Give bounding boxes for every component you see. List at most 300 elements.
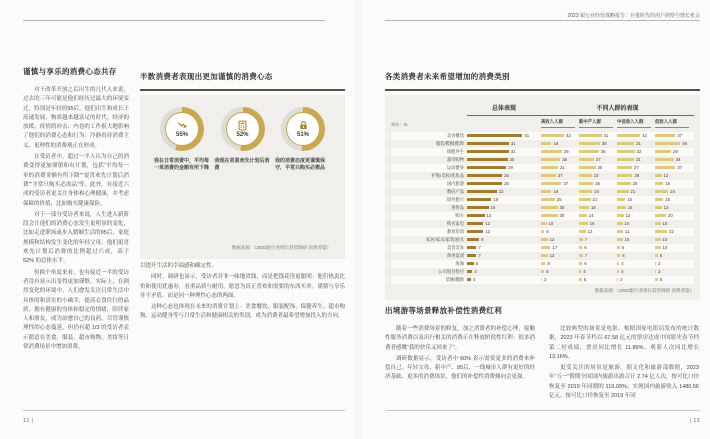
group-bar xyxy=(579,238,583,242)
groups-header: 不同人群的表现 xyxy=(541,103,694,116)
group-subheaders xyxy=(541,119,693,128)
overall-bar xyxy=(467,174,502,178)
donut-percentage: 55% xyxy=(175,131,188,138)
group-bar xyxy=(655,238,661,242)
group-bar-cell xyxy=(617,277,655,282)
overall-bar xyxy=(467,198,491,202)
donut-center xyxy=(165,112,199,146)
paragraph: 调研数据显示，受访者中 60% 表示需要更多的消费来补偿自己。年轻父母、新中产、95后、一线城市人群有更好的经济基础、更多的消费场景，他们的补偿性消费倾向会更强。 xyxy=(385,355,535,381)
group-value: 4 xyxy=(621,269,624,274)
group-value: 46 xyxy=(682,141,688,146)
overall-bar-cell xyxy=(467,149,541,154)
group-bar-cell xyxy=(579,165,617,170)
group-value: 2 xyxy=(620,277,623,282)
chart-row xyxy=(391,132,694,140)
left-footer-rule xyxy=(23,410,345,411)
overall-bar xyxy=(467,206,489,210)
chart-row xyxy=(391,212,694,220)
donut-caption: 我的消费态度更谨慎保守，平常只购买必需品 xyxy=(275,157,326,172)
group-bar xyxy=(655,142,680,146)
group-bar-cell xyxy=(655,245,693,250)
overall-bar xyxy=(467,158,508,162)
group-value: 12 xyxy=(663,173,669,178)
group-bar xyxy=(579,182,593,186)
chart-row xyxy=(391,188,694,196)
group-value: 12 xyxy=(625,213,631,218)
group-value: 10 xyxy=(624,221,630,226)
group-bar-cell xyxy=(579,221,617,226)
group-value: 8 xyxy=(547,261,550,266)
left-header-rule xyxy=(23,20,325,21)
group-bar xyxy=(655,246,661,250)
group-subheader: 新中产人群 xyxy=(579,119,617,128)
overall-bar-cell xyxy=(467,181,541,186)
chart-row xyxy=(391,228,694,236)
group-bar xyxy=(579,190,592,194)
group-bar-cell xyxy=(579,141,617,146)
group-bar-cell xyxy=(579,237,617,242)
group-bar xyxy=(655,158,674,162)
bottom-col-1 xyxy=(385,325,535,403)
donut-ring xyxy=(221,107,265,151)
group-bar xyxy=(617,134,640,138)
group-bar xyxy=(541,270,544,274)
group-value: 2 xyxy=(658,261,661,266)
overall-value: 26 xyxy=(504,173,509,178)
category-label: 公司项目垫付 xyxy=(438,268,464,274)
paragraph: 但换个角度来看，也有接近一半的受访者没有显示出变得更加谨慎。实际上，在剧烈变化的环境中，人们愈发关注日常生活中具体的和真实的小确幸，提高衣食住行的品质，拥有健康的身体和稳定的情绪，陪伴家人和朋友，成为治愈自己的良药。尽管谨慎理性的心态蔓延，但仍有超 1/3 的受访者表示愿意在美食、服装、超市购物、美妆等日常消费场景中增加消费， xyxy=(23,269,129,351)
group-value: 6 xyxy=(584,245,587,250)
group-bar-cell xyxy=(655,221,693,226)
outbound-travel-section xyxy=(385,300,700,403)
group-value: 19 xyxy=(553,141,559,146)
group-bar xyxy=(617,222,623,226)
group-value: 35 xyxy=(562,157,568,162)
donut-percentage: 51% xyxy=(296,131,309,138)
group-value: 10 xyxy=(662,237,668,242)
chart-row xyxy=(391,140,694,148)
group-value: 41 xyxy=(603,133,609,138)
group-value: 14 xyxy=(588,213,594,218)
group-bar xyxy=(617,182,631,186)
group-bar-cell xyxy=(617,133,655,138)
group-bar xyxy=(541,190,551,194)
group-bar xyxy=(541,198,555,202)
overall-bar-cell xyxy=(467,229,541,234)
group-value: 30 xyxy=(559,213,565,218)
group-value: 30 xyxy=(597,165,603,170)
category-label: 海淘 xyxy=(455,260,464,266)
group-bar-cell xyxy=(541,197,579,202)
trend-down-icon xyxy=(177,120,188,131)
overall-value: 26 xyxy=(504,181,509,186)
group-bar-cell xyxy=(541,221,579,226)
group-bar xyxy=(655,270,656,274)
right-footer-rule xyxy=(385,410,700,411)
group-bar-cell xyxy=(617,197,655,202)
group-bar-cell xyxy=(655,205,693,210)
group-bar xyxy=(617,270,619,274)
group-bar-cell xyxy=(579,133,617,138)
group-value: 18 xyxy=(590,205,596,210)
group-value: 4 xyxy=(621,261,624,266)
group-value: 24 xyxy=(594,189,599,194)
group-bar-cell xyxy=(617,269,655,274)
group-value: 6 xyxy=(546,269,549,274)
group-bar-cell xyxy=(655,229,693,234)
group-bar-cell xyxy=(541,269,579,274)
group-bar xyxy=(541,150,562,154)
group-value: 4 xyxy=(583,269,586,274)
group-bar xyxy=(541,214,558,218)
group-bar-cell xyxy=(541,141,579,146)
overall-value: 7 xyxy=(478,245,481,250)
overall-bar-cell xyxy=(467,245,541,250)
chart-row xyxy=(391,236,694,244)
group-value: 10 xyxy=(662,245,668,250)
group-bar xyxy=(579,134,602,138)
data-source-note: 数据来源：《2023银行业增长趋势调研·消费者篇》 xyxy=(594,287,694,293)
group-bar xyxy=(617,206,626,210)
group-bar-cell xyxy=(541,245,579,250)
group-bar-cell xyxy=(655,133,693,138)
group-bar xyxy=(617,158,634,162)
bar-chart-panel xyxy=(385,95,700,300)
group-value: 37 xyxy=(563,181,569,186)
header-spacer xyxy=(391,103,467,116)
group-value: 31 xyxy=(636,141,641,146)
bar-rows xyxy=(391,132,694,284)
group-bar-cell xyxy=(579,181,617,186)
group-bar-cell xyxy=(655,165,693,170)
group-value: 15 xyxy=(627,197,633,202)
overall-bar xyxy=(467,230,483,234)
group-value: 37 xyxy=(677,133,683,138)
group-bar-cell xyxy=(655,189,693,194)
group-bar xyxy=(541,262,545,266)
group-value: 20 xyxy=(668,213,673,218)
overall-bar xyxy=(467,150,509,154)
category-label: 购车 xyxy=(455,212,464,218)
overall-bar xyxy=(467,270,472,274)
donut-stat xyxy=(154,107,210,173)
paragraph: 这种心态也体现在未来的消费计划上：美食餐饮、服装配饰、保健养生、超市购物、运动健身等与日常生活和健康相关的类别，成为消费者最希望增加投入的方向。 xyxy=(140,304,345,320)
group-bar-cell xyxy=(541,213,579,218)
group-bar xyxy=(541,278,542,282)
group-bar-cell xyxy=(541,165,579,170)
group-value: 12 xyxy=(549,237,555,242)
group-bar xyxy=(655,214,666,218)
group-bar xyxy=(655,198,663,202)
donut-stat xyxy=(275,107,331,173)
group-bar xyxy=(541,254,548,258)
donut-caption: 我在日常消费中，平均每一单消费的金额有所下降 xyxy=(154,157,210,172)
group-value: 15 xyxy=(665,181,671,186)
overall-value: 9 xyxy=(481,237,484,242)
group-bar xyxy=(655,150,671,154)
overall-bar xyxy=(467,254,476,258)
title-rule xyxy=(385,89,700,91)
overall-bar xyxy=(467,246,476,250)
overall-value: 12 xyxy=(485,221,490,226)
category-label: 保健养生 xyxy=(446,148,464,154)
group-bar xyxy=(655,174,662,178)
group-bar xyxy=(541,142,551,146)
overall-bar-cell xyxy=(467,133,541,138)
group-value: 25 xyxy=(556,197,562,202)
chart-row xyxy=(391,148,694,156)
left-text-column-2 xyxy=(140,262,345,324)
category-label: 装修/翻新 xyxy=(445,276,464,282)
overall-underline xyxy=(467,115,541,116)
group-bar xyxy=(579,158,594,162)
donut-stat xyxy=(215,107,271,173)
group-value: 10 xyxy=(548,221,554,226)
overall-value: 3 xyxy=(473,277,476,282)
category-label: 教育培训 xyxy=(446,228,464,234)
left-text-column xyxy=(23,66,129,354)
overall-bar xyxy=(467,222,483,226)
group-bar xyxy=(617,230,623,234)
category-label: 服装/鞋帽/配饰 xyxy=(435,140,464,146)
chart-row xyxy=(391,252,694,260)
group-bar-cell xyxy=(541,253,579,258)
group-bar-cell xyxy=(655,213,693,218)
category-label: 超市购物 xyxy=(446,156,464,162)
overall-bar-cell xyxy=(467,277,541,282)
group-bar-cell xyxy=(541,237,579,242)
group-value: 10 xyxy=(624,237,630,242)
group-bar xyxy=(541,206,558,210)
group-bar-cell xyxy=(541,261,579,266)
group-value: 2 xyxy=(544,277,547,282)
group-value: 27 xyxy=(557,173,563,178)
group-bar xyxy=(541,174,556,178)
group-value: 16 xyxy=(589,221,595,226)
overall-value: 12 xyxy=(485,229,490,234)
group-bar-cell xyxy=(617,181,655,186)
overall-bar-cell xyxy=(467,253,541,258)
donut-figure xyxy=(140,66,345,259)
group-bar-cell xyxy=(655,197,693,202)
group-bar-cell xyxy=(579,229,617,234)
group-bar-cell xyxy=(579,205,617,210)
overall-bar xyxy=(467,190,497,194)
group-value: 24 xyxy=(670,189,675,194)
donut-caption: 我现在更喜欢先计划后消费 xyxy=(214,157,270,172)
group-bar-cell xyxy=(655,253,693,258)
overall-value: 7 xyxy=(478,253,481,258)
group-value: 16 xyxy=(627,205,633,210)
group-value: 5 xyxy=(659,277,663,282)
paragraph: 同时，调研也显示，受访者并非一味地省钱，而是把钱花得更聪明：他们热衷比价和使用优惠券，看重品质与耐用，愿意为真正喜欢和需要的东西买单。谨慎与享乐并不矛盾，而是同一种理性心态的两面。 xyxy=(140,274,345,299)
category-label: 护肤/美妆/化妆品 xyxy=(431,172,464,178)
group-bar-cell xyxy=(579,253,617,258)
donut-figure-title: 半数消费者表现出更加谨慎的消费心态 xyxy=(140,72,273,81)
group-value: 38 xyxy=(563,149,569,154)
calculator-icon xyxy=(237,120,248,131)
chart-row xyxy=(391,244,694,252)
group-bar xyxy=(655,182,663,186)
group-bar xyxy=(579,254,583,258)
chart-row xyxy=(391,204,694,212)
paragraph: 更受关注的场景是旅游。据文化和旅游部数据，2023 年“五一”假期全国国内旅游出游合计 2.74 亿人次，按可比口径恢复至 2019 年同期的 119.09%；实现国内旅游收入 1480.56 亿元，按可比口径恢复至 2019 年同 xyxy=(549,365,699,400)
title-rule xyxy=(140,89,345,91)
overall-value: 4 xyxy=(474,269,477,274)
group-bar-cell xyxy=(617,237,655,242)
group-bar-cell xyxy=(617,261,655,266)
group-bar-cell xyxy=(617,205,655,210)
group-bar xyxy=(541,166,558,170)
group-value: 29 xyxy=(672,149,678,154)
overall-bar-cell xyxy=(467,221,541,226)
group-bar-cell xyxy=(541,229,579,234)
group-bar xyxy=(579,230,586,234)
bar-chart-figure xyxy=(385,66,700,300)
group-bar xyxy=(541,246,550,250)
group-bar xyxy=(541,238,548,242)
group-value: 36 xyxy=(600,149,606,154)
group-bar-cell xyxy=(541,189,579,194)
category-label: 数码产品 xyxy=(446,188,464,194)
group-value: 19 xyxy=(553,189,559,194)
category-label: 运动健身 xyxy=(446,164,464,170)
bottom-col-2 xyxy=(549,325,699,403)
group-bar xyxy=(617,174,632,178)
group-value: 12 xyxy=(587,229,593,234)
group-bar xyxy=(617,254,620,258)
donut-center xyxy=(286,112,320,146)
bar-chart-title: 各类消费者未来希望增加的消费类别 xyxy=(385,72,510,81)
group-bar xyxy=(579,150,599,154)
group-bar xyxy=(655,134,675,138)
page-number-right: | 13 xyxy=(689,418,700,424)
group-value: 5 xyxy=(621,245,625,250)
group-value: 31 xyxy=(636,157,641,162)
group-value: 11 xyxy=(625,229,630,234)
group-bar-cell xyxy=(579,173,617,178)
group-bar-cell xyxy=(579,245,617,250)
group-value: 6 xyxy=(584,261,587,266)
overall-bar-cell xyxy=(467,197,541,202)
group-value: 27 xyxy=(595,157,601,162)
chart-row xyxy=(391,196,694,204)
group-value: 31 xyxy=(560,165,565,170)
group-bar-cell xyxy=(655,277,693,282)
overall-bar-cell xyxy=(467,141,541,146)
overall-value: 41 xyxy=(524,133,530,138)
chart-row xyxy=(391,260,694,268)
overall-bar xyxy=(467,214,485,218)
overall-bar xyxy=(467,182,502,186)
group-bar xyxy=(617,238,623,242)
group-bar xyxy=(617,262,619,266)
group-bar xyxy=(579,270,581,274)
group-bar xyxy=(579,278,582,282)
chart-row xyxy=(391,180,694,188)
group-bar-cell xyxy=(655,141,693,146)
overall-bar-cell xyxy=(467,157,541,162)
group-bar-cell xyxy=(579,157,617,162)
category-label: 购买家电 xyxy=(446,220,464,226)
donut-ring xyxy=(281,107,325,151)
group-value: 38 xyxy=(601,141,607,146)
overall-bar xyxy=(467,166,506,170)
donut-ring xyxy=(160,107,204,151)
chart-row xyxy=(391,268,694,276)
overall-bar-cell xyxy=(467,269,541,274)
paragraph: 在受访者中，超过一半人认为自己的消费变得更加谨慎和有计划，包括“平均每一单的消费金额有所下降”“更喜欢先计划后消费”“平常只购买必需品”等。此外，有接近六成的受访者更关注身体和心理健康，并考虑保障的价值，比如购买健康保险。 xyxy=(23,154,129,207)
chart-row xyxy=(391,220,694,228)
overall-bar-cell xyxy=(467,213,541,218)
group-bar-cell xyxy=(617,141,655,146)
category-label: 家居/家具/家装/厨具 xyxy=(426,236,464,242)
chart-row xyxy=(391,172,694,180)
category-label: 国内旅游 xyxy=(446,180,464,186)
overall-value: 13 xyxy=(486,213,492,218)
overall-value: 5 xyxy=(475,261,479,266)
group-bar-cell xyxy=(655,173,693,178)
group-value: 5 xyxy=(659,253,663,258)
group-value: 12 xyxy=(663,205,669,210)
group-bar xyxy=(655,222,661,226)
group-bar-cell xyxy=(541,149,579,154)
group-value: 17 xyxy=(552,245,558,250)
overall-header: 总体表现 xyxy=(467,103,541,116)
overall-bar-cell xyxy=(467,237,541,242)
donut-percentage: 52% xyxy=(236,131,249,138)
group-bar xyxy=(617,142,634,146)
group-bar xyxy=(541,230,544,234)
group-bar xyxy=(541,158,560,162)
overall-value: 31 xyxy=(510,149,516,154)
overall-bar-cell xyxy=(467,261,541,266)
group-bar-cell xyxy=(655,157,693,162)
group-bar-cell xyxy=(579,213,617,218)
group-bar xyxy=(579,166,596,170)
overall-bar-cell xyxy=(467,189,541,194)
group-bar-cell xyxy=(541,181,579,186)
groups-underline xyxy=(541,115,694,116)
page-gutter xyxy=(355,0,365,439)
overall-value: 29 xyxy=(508,165,513,170)
overall-bar-cell xyxy=(467,205,541,210)
group-bar xyxy=(655,254,658,258)
chart-header-row xyxy=(391,103,694,116)
donut-panel xyxy=(140,95,345,259)
group-value: 26 xyxy=(595,181,601,186)
group-bar xyxy=(617,214,624,218)
group-bar xyxy=(617,278,618,282)
group-bar xyxy=(579,206,589,210)
group-bar xyxy=(541,182,561,186)
overall-value: 30 xyxy=(509,157,515,162)
group-bar xyxy=(655,166,675,170)
group-bar-cell xyxy=(541,157,579,162)
overall-bar xyxy=(467,278,471,282)
chart-subheader-row xyxy=(391,119,694,128)
group-value: 21 xyxy=(630,189,636,194)
group-bar xyxy=(655,262,656,266)
overall-value: 22 xyxy=(498,189,504,194)
group-value: 28 xyxy=(634,173,640,178)
group-value: 5 xyxy=(583,277,587,282)
group-bar-cell xyxy=(579,277,617,282)
paragraph: 随着一些消费场景的修复，加之消费者的补偿心理，接触性服务消费以及出行相关的消费正在释放阶段性红利：很多消费者感慨“我的快乐又回来了”。 xyxy=(385,326,535,351)
group-value: 2 xyxy=(658,269,661,274)
group-bar xyxy=(541,222,547,226)
group-value: 30 xyxy=(559,205,565,210)
